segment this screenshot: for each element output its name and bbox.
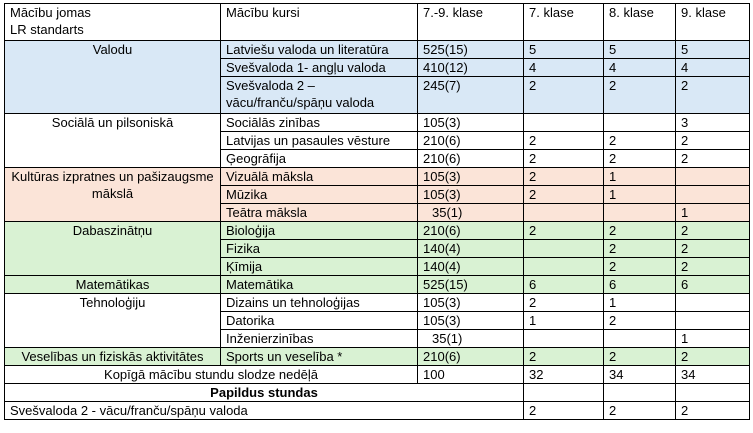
grade-7-cell: 1 (524, 312, 604, 330)
course-cell: Inženierzinības (221, 330, 418, 348)
total-cell: 245(7) (418, 77, 524, 114)
course-cell: Bioloģija (221, 222, 418, 240)
course-cell: Svešvaloda 2 – vācu/franču/spāņu valoda (221, 77, 418, 114)
grade-9-cell: 2 (676, 240, 750, 258)
course-cell: Matemātika (221, 276, 418, 294)
grade-8-cell: 1 (604, 294, 676, 312)
extra-empty-cell (676, 384, 750, 402)
grade-9-cell: 2 (676, 222, 750, 240)
grade-8-cell: 2 (604, 77, 676, 114)
grade-9-cell: 4 (676, 59, 750, 77)
course-cell: Latviešu valoda un literatūra (221, 41, 418, 59)
grade-9-cell (676, 168, 750, 186)
header-grade-9: 9. klase (676, 4, 750, 41)
grade-7-cell (524, 114, 604, 132)
total-cell: 210(6) (418, 132, 524, 150)
header-course: Mācību kursi (221, 4, 418, 41)
extra-row (5, 402, 750, 420)
course-cell: Ģeogrāfija (221, 150, 418, 168)
table-row (5, 276, 750, 294)
total-cell: 105(3) (418, 294, 524, 312)
area-cell: Tehnoloģiju (5, 294, 221, 348)
total-cell: 525(15) (418, 276, 524, 294)
grade-7-cell (524, 240, 604, 258)
grade-8-cell (604, 114, 676, 132)
grade-7-cell (524, 204, 604, 222)
area-cell: Sociālā un pilsoniskā (5, 114, 221, 168)
header-total: 7.-9. klase (418, 4, 524, 41)
area-cell: Valodu (5, 41, 221, 114)
extra-grade-7: 2 (524, 402, 604, 420)
grade-9-cell: 1 (676, 204, 750, 222)
grade-7-cell: 2 (524, 77, 604, 114)
grade-9-cell (676, 294, 750, 312)
grade-8-cell: 2 (604, 240, 676, 258)
table-row (5, 348, 750, 366)
header-grade-8: 8. klase (604, 4, 676, 41)
header-area: Mācību jomas LR standarts (5, 4, 221, 41)
area-cell: Matemātikas (5, 276, 221, 294)
table-row (5, 114, 750, 132)
summary-grade-8: 34 (604, 366, 676, 384)
grade-7-cell: 2 (524, 294, 604, 312)
grade-7-cell: 2 (524, 186, 604, 204)
grade-8-cell: 2 (604, 312, 676, 330)
total-cell: 35(1) (418, 204, 524, 222)
grade-7-cell: 2 (524, 132, 604, 150)
grade-9-cell: 6 (676, 276, 750, 294)
summary-grade-9: 34 (676, 366, 750, 384)
total-cell: 140(4) (418, 258, 524, 276)
area-cell: Veselības un fiziskās aktivitātes (5, 348, 221, 366)
grade-9-cell: 1 (676, 330, 750, 348)
grade-7-cell: 2 (524, 348, 604, 366)
course-cell: Fizika (221, 240, 418, 258)
course-cell: Vizuālā māksla (221, 168, 418, 186)
course-cell: Datorika (221, 312, 418, 330)
curriculum-table (4, 3, 750, 420)
total-cell: 105(3) (418, 186, 524, 204)
course-cell: Sociālās zinības (221, 114, 418, 132)
table-row (5, 222, 750, 240)
header-row (5, 4, 750, 41)
extra-grade-8: 2 (604, 402, 676, 420)
course-cell: Mūzika (221, 186, 418, 204)
extra-header-row (5, 384, 750, 402)
table-row (5, 168, 750, 186)
grade-7-cell: 2 (524, 168, 604, 186)
grade-9-cell: 5 (676, 41, 750, 59)
grade-8-cell: 2 (604, 150, 676, 168)
area-cell: Kultūras izpratnes un pašizaugsme mākslā (5, 168, 221, 222)
summary-label: Kopīgā mācību stundu slodze nedēļā (5, 366, 418, 384)
summary-grade-7: 32 (524, 366, 604, 384)
grade-7-cell (524, 330, 604, 348)
grade-8-cell: 4 (604, 59, 676, 77)
extra-row-label: Svešvaloda 2 - vācu/franču/spāņu valoda (5, 402, 524, 420)
course-cell: Teātra māksla (221, 204, 418, 222)
course-cell: Ķīmija (221, 258, 418, 276)
table-row (5, 294, 750, 312)
total-cell: 210(6) (418, 150, 524, 168)
grade-7-cell: 2 (524, 150, 604, 168)
grade-7-cell: 6 (524, 276, 604, 294)
course-cell: Svešvaloda 1- angļu valoda (221, 59, 418, 77)
grade-9-cell: 2 (676, 348, 750, 366)
total-cell: 210(6) (418, 222, 524, 240)
total-cell: 105(3) (418, 114, 524, 132)
total-cell: 105(3) (418, 168, 524, 186)
grade-8-cell: 6 (604, 276, 676, 294)
grade-9-cell: 2 (676, 258, 750, 276)
grade-9-cell: 2 (676, 132, 750, 150)
grade-7-cell (524, 258, 604, 276)
extra-empty-cell (524, 384, 604, 402)
grade-8-cell: 2 (604, 222, 676, 240)
extra-section-title: Papildus stundas (5, 384, 524, 402)
grade-8-cell (604, 330, 676, 348)
course-cell: Latvijas un pasaules vēsture (221, 132, 418, 150)
grade-8-cell (604, 204, 676, 222)
grade-9-cell: 3 (676, 114, 750, 132)
grade-9-cell (676, 186, 750, 204)
grade-7-cell: 5 (524, 41, 604, 59)
grade-8-cell: 5 (604, 41, 676, 59)
grade-8-cell: 2 (604, 132, 676, 150)
total-cell: 410(12) (418, 59, 524, 77)
extra-grade-9: 2 (676, 402, 750, 420)
grade-9-cell (676, 312, 750, 330)
grade-8-cell: 1 (604, 168, 676, 186)
header-grade-7: 7. klase (524, 4, 604, 41)
total-cell: 105(3) (418, 312, 524, 330)
course-cell: Dizains un tehnoloģijas (221, 294, 418, 312)
total-cell: 525(15) (418, 41, 524, 59)
total-cell: 35(1) (418, 330, 524, 348)
course-cell: Sports un veselība * (221, 348, 418, 366)
summary-row (5, 366, 750, 384)
grade-9-cell: 2 (676, 150, 750, 168)
extra-empty-cell (604, 384, 676, 402)
grade-9-cell: 2 (676, 77, 750, 114)
grade-8-cell: 2 (604, 348, 676, 366)
grade-8-cell: 1 (604, 186, 676, 204)
table-row (5, 41, 750, 59)
area-cell: Dabaszinātņu (5, 222, 221, 276)
total-cell: 210(6) (418, 348, 524, 366)
grade-7-cell: 4 (524, 59, 604, 77)
grade-8-cell: 2 (604, 258, 676, 276)
grade-7-cell: 2 (524, 222, 604, 240)
summary-total: 100 (418, 366, 524, 384)
total-cell: 140(4) (418, 240, 524, 258)
